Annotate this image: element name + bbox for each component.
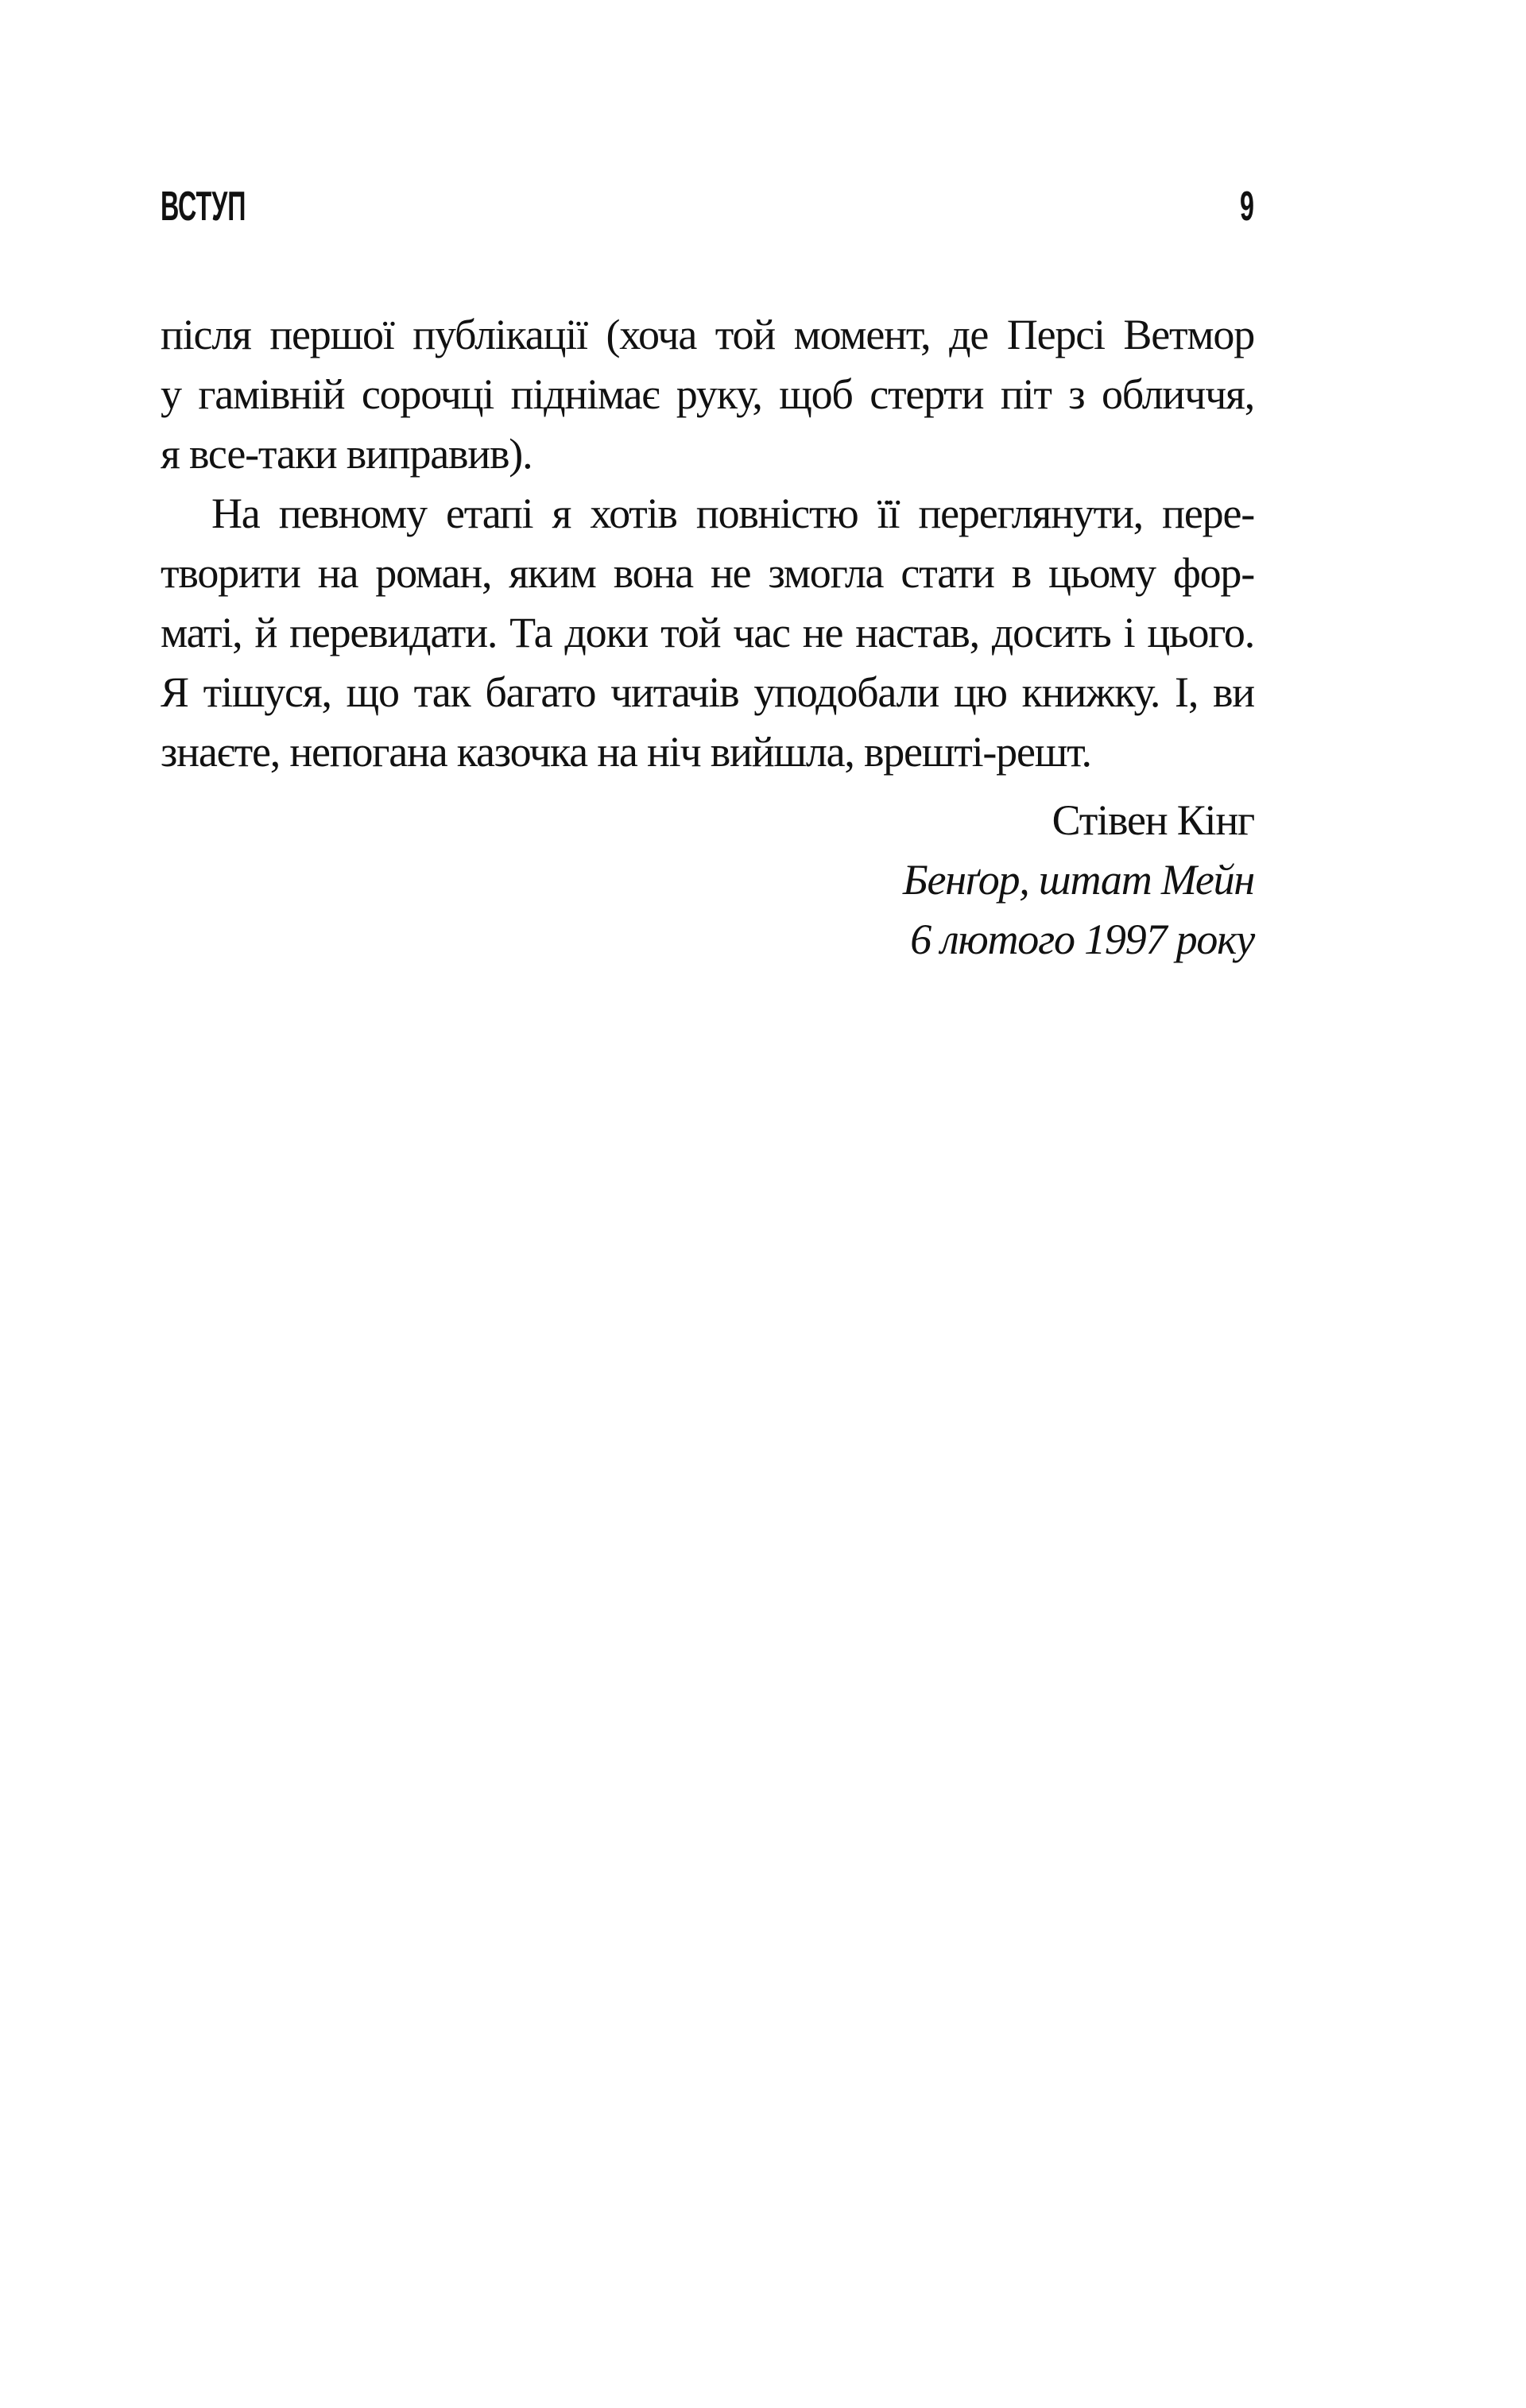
paragraph <box>161 484 1254 782</box>
page-header <box>161 184 1254 229</box>
paragraph <box>161 305 1254 484</box>
text-line: маті, й перевидати. Та доки той час не настав, досить і цього. <box>161 609 1254 656</box>
text-line: я все-таки виправив). <box>161 430 533 478</box>
text-line: у гамівній сорочці піднімає руку, щоб стерти піт з обличчя, <box>161 370 1254 418</box>
signature-date: 6 лютого 1997 року <box>910 916 1254 963</box>
running-title: ВСТУП <box>161 184 246 230</box>
page-number: 9 <box>1240 184 1254 230</box>
text-line: знаєте, непогана казочка на ніч вийшла, врешті-решт. <box>161 728 1091 776</box>
signature-author: Стівен Кінг <box>1052 796 1254 844</box>
text-line: Я тішуся, що так багато читачів уподобали цю книжку. І, ви <box>161 668 1254 716</box>
signature-place: Бенґор, штат Мейн <box>902 856 1254 904</box>
body-text <box>161 305 1254 970</box>
text-line: творити на роман, яким вона не змогла стати в цьому фор- <box>161 549 1254 597</box>
signature-block <box>161 791 1254 970</box>
text-line: після першої публікації (хоча той момент, де Персі Ветмор <box>161 311 1254 358</box>
text-line: На певному етапі я хотів повністю її переглянути, пере- <box>211 490 1254 537</box>
